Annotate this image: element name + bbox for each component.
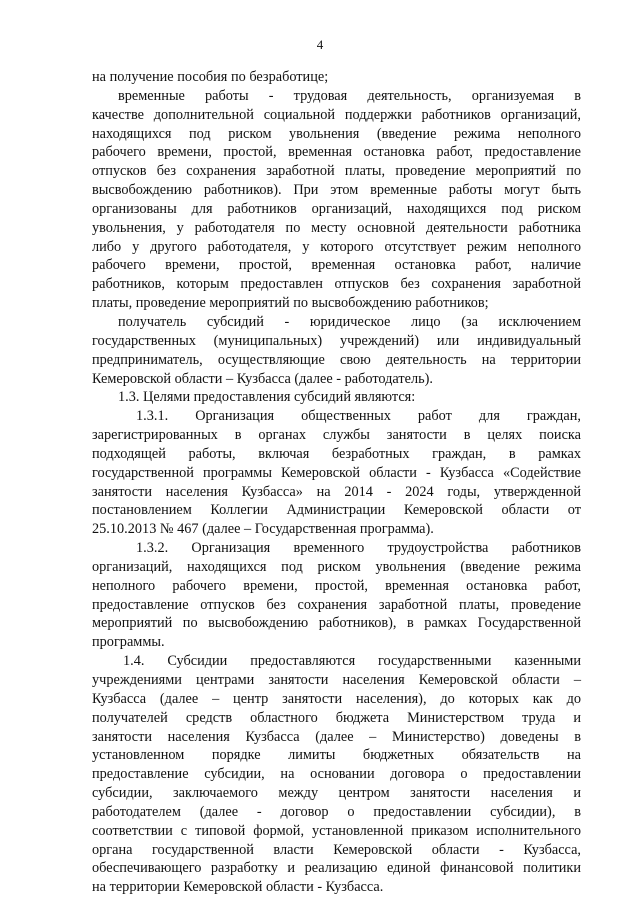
page-number: 4 xyxy=(316,37,324,52)
text-line: мероприятий по высвобождению работников), в рамках Государственной xyxy=(92,615,581,632)
text-line: 1.4. Субсидии предоставляются государственными казенными xyxy=(123,653,581,670)
text-line: получателей средств областного бюджета Министерством труда и xyxy=(92,709,581,726)
text-line: увольнения, у работодателя по месту основной деятельности работника xyxy=(92,219,581,236)
text-line: постановлением Коллегии Администрации Кемеровской области от xyxy=(92,502,581,519)
text-line: занятости населения Кузбасса (далее – Министерство) доведены в xyxy=(92,728,581,745)
text-line: работников, которым предоставлен отпусков без сохранения заработной xyxy=(92,276,581,293)
text-line: отпусков без сохранения заработной платы, проведение мероприятий по xyxy=(92,163,581,180)
text-line: находящихся под риском увольнения (введение режима неполного xyxy=(92,125,581,142)
document-body xyxy=(92,68,581,897)
text-line: 1.3.2. Организация временного трудоустройства работников xyxy=(136,540,581,557)
text-line: получатель субсидий - юридическое лицо (за исключением xyxy=(118,313,581,330)
text-line: работодателем (далее - договор о предоставлении субсидии), в xyxy=(92,803,581,820)
text-line: органа государственной власти Кемеровской области - Кузбасса, xyxy=(92,841,581,858)
text-line: 25.10.2013 № 467 (далее – Государственная программа). xyxy=(92,521,434,538)
text-line: предоставление субсидии, на основании договора о предоставлении xyxy=(92,766,581,783)
text-line: качестве дополнительной социальной поддержки работников организаций, xyxy=(92,106,581,123)
text-line: предоставление отпусков без сохранения заработной платы, проведение xyxy=(92,596,581,613)
text-line: зарегистрированных в органах службы занятости в целях поиска xyxy=(92,427,581,444)
text-line: либо у другого работодателя, у которого отсутствует режим неполного xyxy=(92,238,581,255)
text-line: 1.3. Целями предоставления субсидий являются: xyxy=(118,389,416,406)
text-line: рабочего времени, простой, временная остановка работ, предоставление xyxy=(92,144,581,161)
text-line: 1.3.1. Организация общественных работ для граждан, xyxy=(136,408,581,425)
text-line: Кузбасса (далее – центр занятости населения), до которых как до xyxy=(92,690,581,707)
text-line: подходящей работы, включая безработных граждан, в рамках xyxy=(92,445,581,462)
text-line: рабочего времени, простой, временная остановка работ, наличие xyxy=(92,257,581,274)
text-line: Кемеровской области – Кузбасса (далее - работодатель). xyxy=(92,370,433,387)
text-line: на получение пособия по безработице; xyxy=(92,69,329,85)
text-line: неполного рабочего времени, простой, временная остановка работ, xyxy=(92,577,581,594)
text-line: на территории Кемеровской области - Кузбасса. xyxy=(92,879,384,896)
text-line: платы, проведение мероприятий по высвобождению работников; xyxy=(92,295,489,312)
text-line: обеспечивающего разработку и реализацию единой финансовой политики xyxy=(92,860,581,877)
text-line: соответствии с типовой формой, установленной приказом исполнительного xyxy=(92,822,581,839)
text-line: организованы для работников организаций, находящихся под риском xyxy=(92,200,581,217)
text-line: занятости населения Кузбасса» на 2014 - 2024 годы, утвержденной xyxy=(92,483,581,500)
text-line: государственных (муниципальных) учреждений) или индивидуальный xyxy=(92,332,581,349)
text-line: установленном порядке лимиты бюджетных обязательств на xyxy=(92,747,581,764)
text-line: предприниматель, осуществляющие свою деятельность на территории xyxy=(92,351,581,368)
text-line: временные работы - трудовая деятельность, организуемая в xyxy=(118,87,581,104)
text-line: учреждениями центрами занятости населения Кемеровской области – xyxy=(92,672,581,688)
text-line: программы. xyxy=(92,634,165,651)
text-line: государственной программы Кемеровской области - Кузбасса «Содействие xyxy=(92,464,581,481)
text-line: организаций, находящихся под риском увольнения (введение режима xyxy=(92,558,581,575)
text-line: высвобождению работников). При этом временные работы могут быть xyxy=(92,182,581,199)
text-line: субсидии, заключаемого между центром занятости населения и xyxy=(92,785,581,802)
